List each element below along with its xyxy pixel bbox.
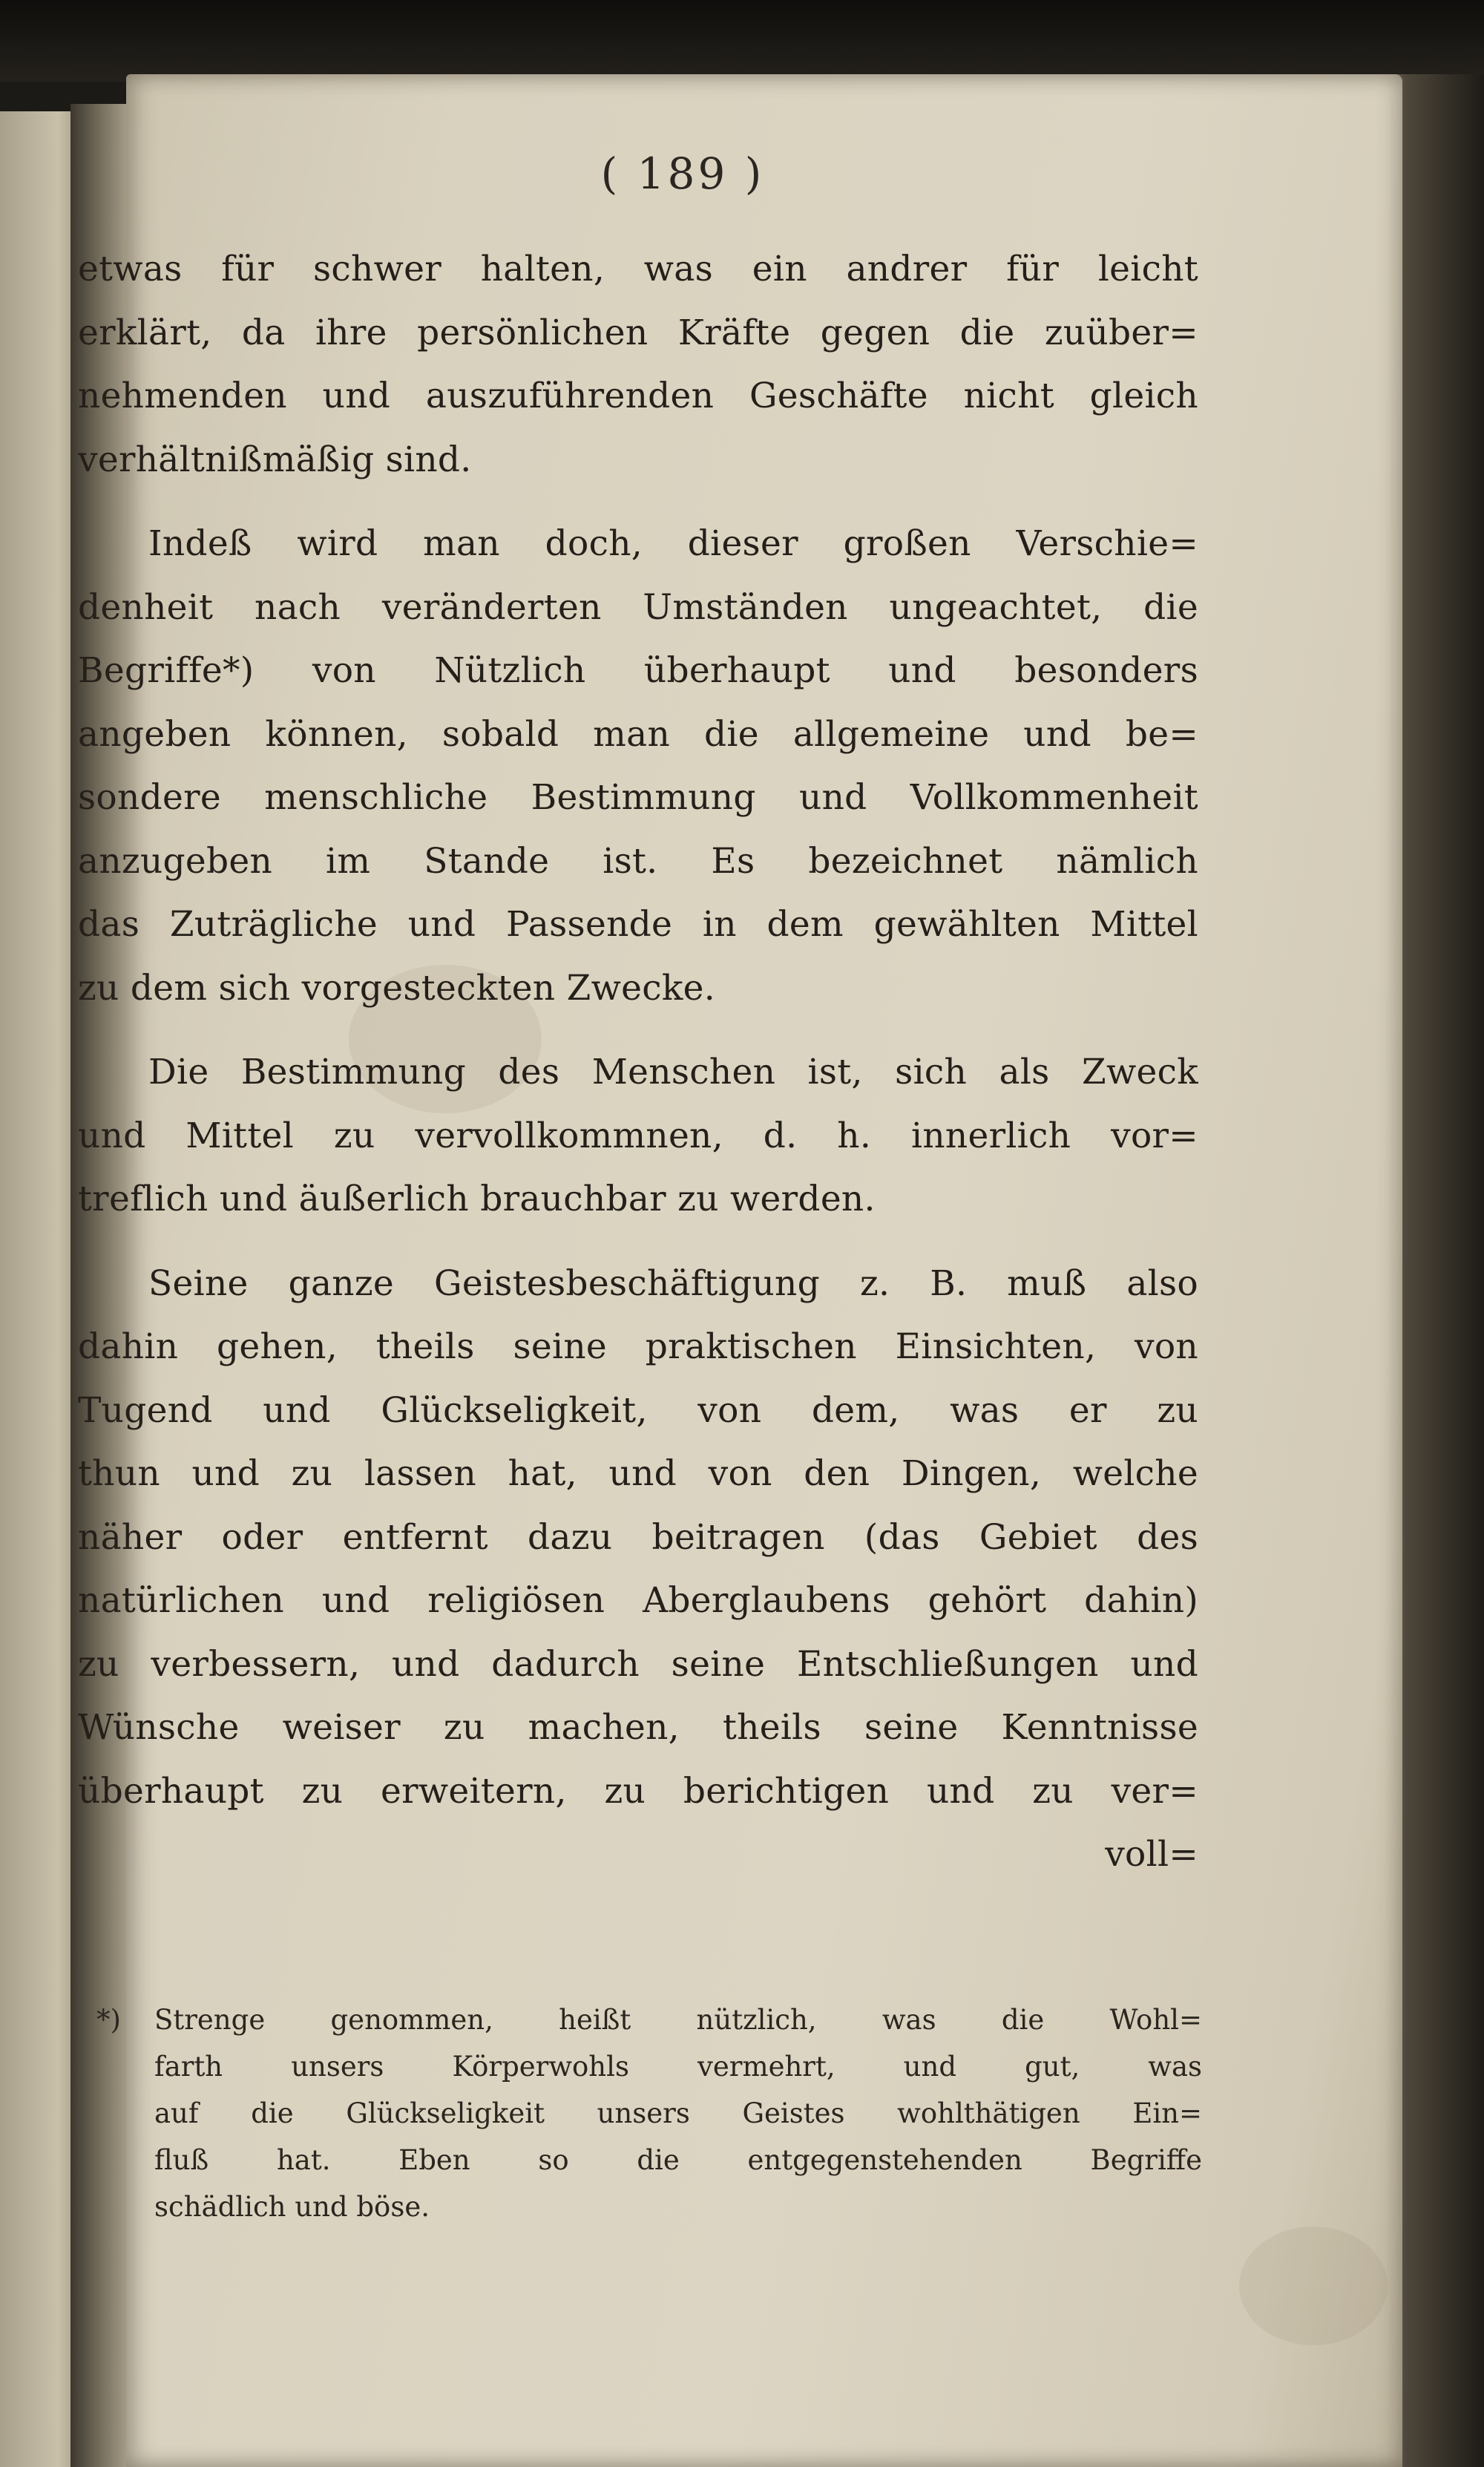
text-line: zu dem sich vorgesteckten Zwecke. <box>78 967 715 1009</box>
footnote-text: Strenge genommen, heißt nützlich, was die Wohl= <box>154 2004 1202 2036</box>
text-line: natürlichen und religiösen Aberglaubens gehört dahin) <box>78 1580 1198 1621</box>
text-line: denheit nach veränderten Umständen ungeachtet, die <box>78 586 1198 628</box>
text-line: das Zuträgliche und Passende in dem gewählten Mittel <box>78 904 1198 945</box>
text-line: Tugend und Glückseligkeit, von dem, was er zu <box>78 1389 1198 1431</box>
paragraph-2 <box>78 512 1198 1020</box>
text-line: etwas für schwer halten, was ein andrer für leicht <box>78 249 1198 289</box>
main-text <box>78 237 1198 1887</box>
text-line: Indeß wird man doch, dieser großen Verschie= <box>148 523 1198 564</box>
text-line: erklärt, da ihre persönlichen Kräfte gegen die zuüber= <box>78 312 1198 353</box>
paragraph-3 <box>78 1041 1198 1231</box>
paper-stain <box>1239 2227 1388 2345</box>
text-line: thun und zu lassen hat, und von den Dingen, welche <box>78 1453 1198 1494</box>
text-line: anzugeben im Stande ist. Es bezeichnet nämlich <box>78 840 1198 882</box>
text-line: Die Bestimmung des Menschen ist, sich als Zweck <box>148 1052 1198 1092</box>
footnote <box>96 1996 1202 2230</box>
footnote-line <box>96 1996 1202 2043</box>
catchword: voll= <box>1105 1834 1198 1875</box>
paragraph-4 <box>78 1252 1198 1824</box>
page-number: ( 189 ) <box>600 148 765 199</box>
paragraph-1 <box>78 237 1198 491</box>
text-line: verhältnißmäßig sind. <box>78 439 472 480</box>
text-line: nehmenden und auszuführenden Geschäfte nicht gleich <box>78 376 1198 416</box>
text-line: angeben können, sobald man die allgemeine und be= <box>78 713 1198 755</box>
scan-background <box>0 0 1484 82</box>
text-line: sondere menschliche Bestimmung und Vollkommenheit <box>78 777 1198 818</box>
text-line: und Mittel zu vervollkommnen, d. h. innerlich vor= <box>78 1115 1198 1156</box>
text-line: treflich und äußerlich brauchbar zu werden. <box>78 1179 876 1219</box>
text-line: näher oder entfernt dazu beitragen (das Gebiet des <box>78 1516 1198 1558</box>
footnote-marker: *) <box>96 2004 121 2036</box>
footnote-line: schädlich und böse. <box>154 2191 430 2223</box>
text-line: dahin gehen, theils seine praktischen Einsichten, von <box>78 1326 1198 1367</box>
text-line: zu verbessern, und dadurch seine Entschließungen und <box>78 1643 1198 1685</box>
footnote-line: auf die Glückseligkeit unsers Geistes wohlthätigen Ein= <box>154 2097 1202 2129</box>
text-line: überhaupt zu erweitern, zu berichtigen und zu ver= <box>78 1770 1198 1812</box>
text-line: Begriffe*) von Nützlich überhaupt und besonders <box>78 650 1198 691</box>
text-line: Wünsche weiser zu machen, theils seine Kenntnisse <box>78 1707 1198 1748</box>
footnote-line: farth unsers Körperwohls vermehrt, und gut, was <box>154 2051 1202 2083</box>
text-line: Seine ganze Geistesbeschäftigung z. B. muß also <box>148 1262 1198 1304</box>
footnote-line: fluß hat. Eben so die entgegenstehenden Begriffe <box>154 2144 1202 2176</box>
